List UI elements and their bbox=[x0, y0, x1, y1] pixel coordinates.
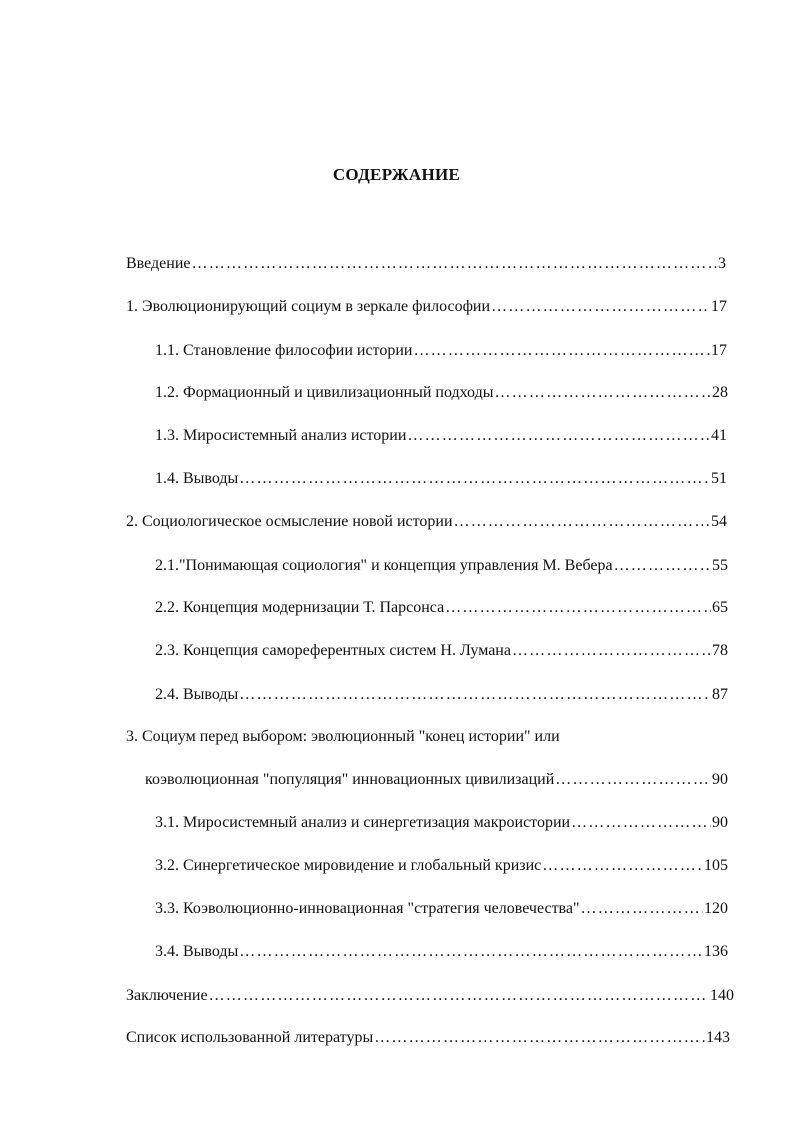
toc-entry-section-2-2[interactable] bbox=[155, 597, 728, 619]
dot-leader bbox=[413, 340, 710, 362]
toc-label: 2.3. Концепция самореферентных систем Н. Лумана bbox=[155, 642, 511, 659]
toc-page-number: 28 bbox=[712, 384, 728, 401]
toc-entry-conclusion[interactable] bbox=[126, 985, 734, 1007]
toc-entry-section-3-2[interactable] bbox=[155, 855, 728, 877]
toc-label: 1.2. Формационный и цивилизационный подходы bbox=[155, 384, 494, 401]
toc-entry-section-2-1[interactable] bbox=[155, 555, 728, 577]
toc-label: 3.4. Выводы bbox=[155, 943, 239, 960]
dot-leader bbox=[571, 812, 711, 834]
toc-page-number: 90 bbox=[712, 771, 728, 788]
toc-page-number: 140 bbox=[710, 987, 734, 1004]
toc-label: 3.3. Коэволюционно-инновационная "стратегия человечества" bbox=[155, 900, 580, 917]
toc-page-number: 120 bbox=[704, 900, 728, 917]
dot-leader bbox=[239, 468, 710, 490]
toc-page-number: 90 bbox=[712, 814, 728, 831]
dot-leader bbox=[454, 511, 710, 533]
dot-leader bbox=[512, 640, 711, 662]
toc-label: 1. Эволюционирующий социум в зеркале философии bbox=[126, 298, 491, 315]
dot-leader bbox=[239, 684, 711, 706]
toc-label: 2.4. Выводы bbox=[155, 686, 239, 703]
toc-entry-bibliography[interactable] bbox=[126, 1027, 730, 1049]
toc-page-number: 17 bbox=[711, 298, 727, 315]
toc-label: 2.1."Понимающая социология" и концепция управления М. Вебера bbox=[155, 557, 613, 574]
toc-label: Список использованной литературы bbox=[126, 1029, 374, 1046]
toc-page-number: 3 bbox=[718, 255, 726, 272]
toc-label: Заключение bbox=[126, 987, 208, 1004]
toc-entry-section-2-3[interactable] bbox=[155, 640, 728, 662]
toc-label: 3.2. Синергетическое мировидение и глобальный кризис bbox=[155, 857, 542, 874]
toc-page-number: 105 bbox=[704, 857, 728, 874]
toc-page-number: 41 bbox=[711, 427, 727, 444]
dot-leader bbox=[192, 253, 718, 275]
toc-label: 1.3. Миросистемный анализ истории bbox=[155, 427, 407, 444]
toc-entry-chapter-3-line-1[interactable]: 3. Социум перед выбором: эволюционный "конец истории" или bbox=[126, 728, 560, 745]
toc-label: 1.4. Выводы bbox=[155, 470, 239, 487]
toc-entry-chapter-2[interactable] bbox=[126, 511, 727, 533]
dot-leader bbox=[374, 1027, 705, 1049]
dot-leader bbox=[555, 769, 711, 791]
toc-entry-section-3-3[interactable] bbox=[155, 898, 728, 920]
toc-entry-section-2-4[interactable] bbox=[155, 684, 728, 706]
toc-entry-chapter-1[interactable] bbox=[126, 296, 727, 318]
toc-page-number: 143 bbox=[706, 1029, 730, 1046]
page-title: СОДЕРЖАНИЕ bbox=[332, 165, 461, 184]
toc-page-number: 78 bbox=[712, 642, 728, 659]
dot-leader bbox=[239, 941, 703, 963]
toc-entry-section-1-1[interactable] bbox=[155, 340, 727, 362]
dot-leader bbox=[494, 382, 711, 404]
dot-leader bbox=[581, 898, 703, 920]
toc-page-number: 51 bbox=[711, 470, 727, 487]
toc-entry-section-1-3[interactable] bbox=[155, 425, 727, 447]
toc-page-number: 65 bbox=[712, 599, 728, 616]
toc-page-number: 55 bbox=[712, 557, 728, 574]
toc-page-number: 17 bbox=[711, 342, 727, 359]
toc-entry-section-1-4[interactable] bbox=[155, 468, 727, 490]
toc-label: коэволюционная "популяция" инновационных цивилизаций bbox=[145, 771, 555, 788]
dot-leader bbox=[614, 555, 711, 577]
toc-entry-section-3-4[interactable] bbox=[155, 941, 728, 963]
dot-leader bbox=[407, 425, 710, 447]
toc-page-number: 54 bbox=[711, 513, 727, 530]
toc-page-number: 87 bbox=[712, 686, 728, 703]
dot-leader bbox=[209, 985, 709, 1007]
toc-entry-chapter-3[interactable] bbox=[145, 769, 728, 791]
toc-label: 2. Социологическое осмысление новой истории bbox=[126, 513, 453, 530]
toc-entry-section-1-2[interactable] bbox=[155, 382, 728, 404]
dot-leader bbox=[491, 296, 710, 318]
toc-label: Введение bbox=[126, 255, 191, 272]
dot-leader bbox=[542, 855, 703, 877]
toc-page-number: 136 bbox=[704, 943, 728, 960]
dot-leader bbox=[445, 597, 711, 619]
toc-entry-section-3-1[interactable] bbox=[155, 812, 728, 834]
toc-label: 3.1. Миросистемный анализ и синергетизация макроистории bbox=[155, 814, 571, 831]
toc-entry-intro[interactable] bbox=[126, 253, 726, 275]
toc-label: 1.1. Становление философии истории bbox=[155, 342, 413, 359]
toc-label: 2.2. Концепция модернизации Т. Парсонса bbox=[155, 599, 445, 616]
